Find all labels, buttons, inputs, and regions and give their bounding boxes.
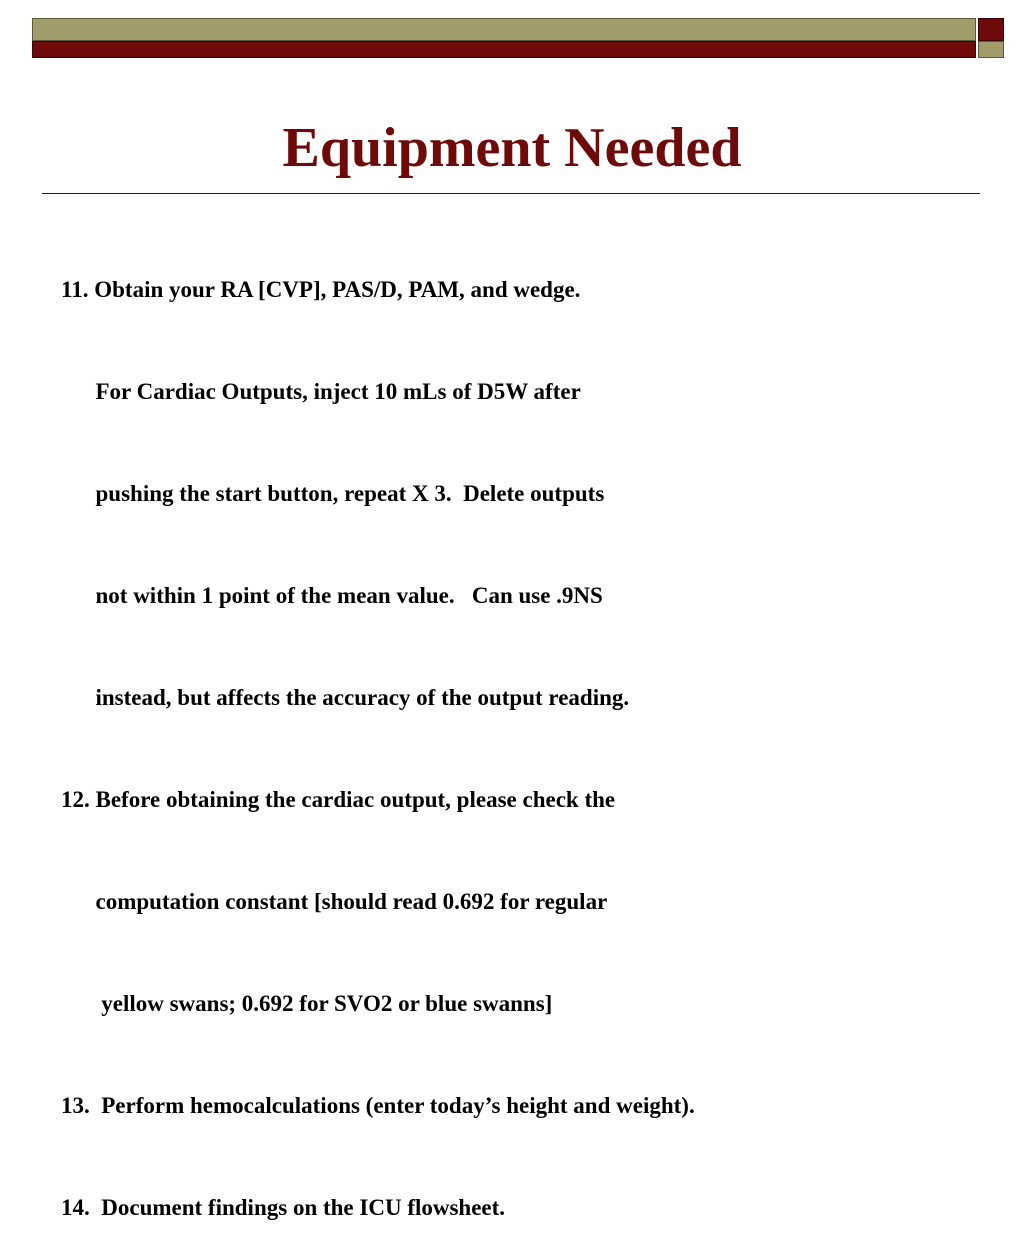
body-line: 11. Obtain your RA [CVP], PAS/D, PAM, and wedge. bbox=[61, 277, 581, 302]
body-line: yellow swans; 0.692 for SVO2 or blue swanns] bbox=[61, 991, 553, 1016]
body-line: computation constant [should read 0.692 for regular bbox=[61, 889, 608, 914]
slide-title: Equipment Needed bbox=[282, 117, 742, 179]
body-line: not within 1 point of the mean value. Can use .9NS bbox=[61, 583, 603, 608]
body-line: 13. Perform hemocalculations (enter today’s height and weight). bbox=[61, 1093, 695, 1118]
body-line: instead, but affects the accuracy of the output reading. bbox=[61, 685, 630, 710]
body-line: For Cardiac Outputs, inject 10 mLs of D5W after bbox=[61, 379, 581, 404]
title-divider bbox=[42, 193, 980, 194]
corner-square-maroon bbox=[978, 18, 1004, 41]
body-line: 12. Before obtaining the cardiac output, please check the bbox=[61, 787, 616, 812]
slide-body bbox=[61, 205, 1001, 1259]
corner-square-olive bbox=[978, 41, 1004, 58]
body-line: 14. Document findings on the ICU flowsheet. bbox=[61, 1195, 506, 1220]
body-line: pushing the start button, repeat X 3. Delete outputs bbox=[61, 481, 605, 506]
header-band-olive bbox=[32, 18, 976, 41]
header-band-maroon bbox=[32, 41, 976, 58]
